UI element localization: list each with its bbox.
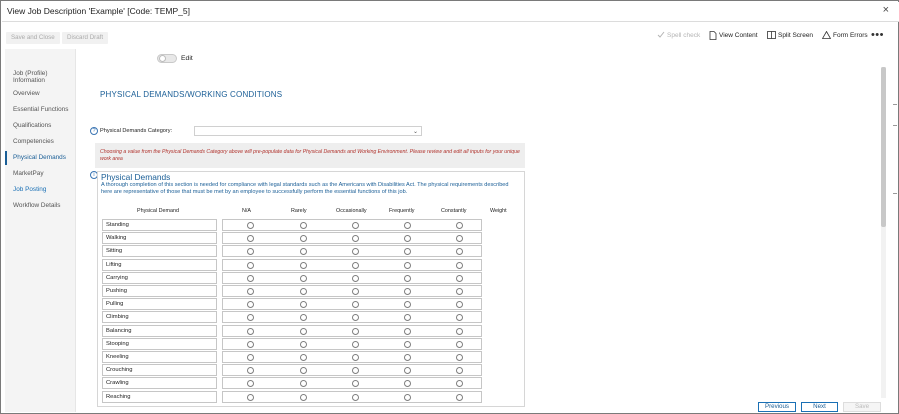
sidebar-item-essential-functions[interactable]: Essential Functions: [13, 106, 69, 113]
more-options-icon[interactable]: •••: [870, 29, 884, 41]
view-content-label: View Content: [719, 32, 758, 39]
form-errors-label: Form Errors: [833, 31, 868, 39]
frequency-radio-rarely[interactable]: [300, 354, 307, 361]
table-row: [102, 298, 482, 310]
title-bar: [2, 2, 899, 22]
split-screen-button[interactable]: [767, 31, 813, 39]
frequency-radio-occasionally[interactable]: [352, 288, 359, 295]
physical-demand-name: Standing: [102, 219, 217, 231]
frequency-radio-frequently[interactable]: [404, 367, 411, 374]
frequency-radio-frequently[interactable]: [404, 235, 411, 242]
frequency-radio-occasionally[interactable]: [352, 222, 359, 229]
frequency-radio-constantly[interactable]: [456, 328, 463, 335]
column-header-physical-demand: Physical Demand: [137, 208, 179, 214]
column-header-rarely: Rarely: [291, 208, 307, 214]
category-notice-text: Choosing a value from the Physical Demands Category above will pre-populate data for Physical Demands and Working Environment. Please review and edit all inputs for your unique work area: [100, 149, 520, 162]
column-header-occasionally: Occasionally: [336, 208, 367, 214]
frequency-radio-occasionally[interactable]: [352, 394, 359, 401]
frequency-options-cell: [222, 285, 482, 297]
table-row: [102, 285, 482, 297]
physical-demand-name: Pushing: [102, 285, 217, 297]
frequency-radio-rarely[interactable]: [300, 275, 307, 282]
table-row: [102, 325, 482, 337]
physical-demand-name: Kneeling: [102, 351, 217, 363]
frequency-options-cell: [222, 325, 482, 337]
frequency-radio-frequently[interactable]: [404, 275, 411, 282]
frequency-radio-constantly[interactable]: [456, 275, 463, 282]
physical-demand-name: Crawling: [102, 377, 217, 389]
edit-toggle[interactable]: [157, 54, 177, 63]
toolbar: [2, 29, 899, 47]
frequency-radio-rarely[interactable]: [300, 341, 307, 348]
table-row: [102, 391, 482, 403]
category-notice: [95, 143, 525, 168]
table-row: [102, 245, 482, 257]
spell-check-icon: [657, 31, 665, 39]
frequency-options-cell: [222, 232, 482, 244]
warning-triangle-icon: [822, 31, 831, 39]
table-row: [102, 351, 482, 363]
scrollbar[interactable]: [881, 67, 886, 398]
frequency-radio-occasionally[interactable]: [352, 380, 359, 387]
frequency-radio-na[interactable]: [247, 275, 254, 282]
document-icon: [709, 31, 717, 40]
frequency-radio-constantly[interactable]: [456, 354, 463, 361]
frequency-radio-na[interactable]: [247, 301, 254, 308]
save-button[interactable]: Save: [843, 402, 881, 412]
frequency-options-cell: [222, 219, 482, 231]
edge-marker: [893, 125, 897, 126]
table-row: [102, 377, 482, 389]
physical-demand-name: Carrying: [102, 272, 217, 284]
physical-demand-name: Climbing: [102, 311, 217, 323]
edit-toggle-label: Edit: [181, 55, 193, 62]
frequency-radio-frequently[interactable]: [404, 380, 411, 387]
frequency-radio-na[interactable]: [247, 380, 254, 387]
frequency-radio-na[interactable]: [247, 262, 254, 269]
frequency-radio-constantly[interactable]: [456, 394, 463, 401]
table-row: [102, 259, 482, 271]
frequency-radio-frequently[interactable]: [404, 328, 411, 335]
sidebar-item-qualifications[interactable]: Qualifications: [13, 122, 52, 129]
frequency-radio-occasionally[interactable]: [352, 262, 359, 269]
frequency-radio-frequently[interactable]: [404, 314, 411, 321]
frequency-radio-na[interactable]: [247, 341, 254, 348]
column-header-na: N/A: [242, 208, 251, 214]
table-row: [102, 272, 482, 284]
column-header-frequently: Frequently: [389, 208, 415, 214]
frequency-radio-rarely[interactable]: [300, 248, 307, 255]
table-row: [102, 219, 482, 231]
column-header-weight: Weight: [490, 208, 507, 214]
frequency-radio-frequently[interactable]: [404, 222, 411, 229]
frequency-radio-constantly[interactable]: [456, 262, 463, 269]
frequency-radio-occasionally[interactable]: [352, 354, 359, 361]
next-button[interactable]: Next: [801, 402, 838, 412]
save-and-close-button[interactable]: Save and Close: [6, 32, 60, 44]
frequency-radio-frequently[interactable]: [404, 301, 411, 308]
frequency-radio-occasionally[interactable]: [352, 301, 359, 308]
frequency-radio-frequently[interactable]: [404, 262, 411, 269]
spell-check-label: Spell check: [667, 31, 701, 39]
frequency-options-cell: [222, 351, 482, 363]
sidebar: [5, 49, 76, 412]
frequency-radio-constantly[interactable]: [456, 314, 463, 321]
table-row: [102, 232, 482, 244]
frequency-radio-constantly[interactable]: [456, 222, 463, 229]
physical-demand-name: Sitting: [102, 245, 217, 257]
physical-demands-category-label: Physical Demands Category:: [100, 128, 173, 134]
frequency-radio-rarely[interactable]: [300, 222, 307, 229]
split-screen-label: Split Screen: [778, 31, 814, 39]
frequency-radio-occasionally[interactable]: [352, 235, 359, 242]
sidebar-item-workflow-details[interactable]: Workflow Details: [13, 202, 61, 209]
frequency-radio-na[interactable]: [247, 248, 254, 255]
frequency-options-cell: [222, 272, 482, 284]
frequency-radio-frequently[interactable]: [404, 288, 411, 295]
frequency-radio-rarely[interactable]: [300, 328, 307, 335]
info-circle-icon[interactable]: i: [90, 171, 98, 179]
frequency-radio-na[interactable]: [247, 235, 254, 242]
physical-demand-name: Lifting: [102, 259, 217, 271]
physical-demand-name: Pulling: [102, 298, 217, 310]
sidebar-item-overview[interactable]: Overview: [13, 90, 40, 97]
frequency-radio-frequently[interactable]: [404, 248, 411, 255]
physical-demands-description: A thorough completion of this section is needed for compliance with legal standards such as the Americans with Disabilities Act. The physical requirements described here are representative of those that must be met by an employee to successfully perform the essential functions of this job.: [101, 182, 509, 195]
frequency-radio-constantly[interactable]: [456, 380, 463, 387]
frequency-radio-rarely[interactable]: [300, 235, 307, 242]
frequency-radio-rarely[interactable]: [300, 367, 307, 374]
frequency-radio-na[interactable]: [247, 288, 254, 295]
sidebar-item-job-information[interactable]: Job (Profile) Information: [13, 70, 48, 84]
frequency-radio-rarely[interactable]: [300, 301, 307, 308]
frequency-options-cell: [222, 364, 482, 376]
page-title: PHYSICAL DEMANDS/WORKING CONDITIONS: [100, 90, 283, 99]
frequency-radio-occasionally[interactable]: [352, 367, 359, 374]
frequency-radio-constantly[interactable]: [456, 367, 463, 374]
scrollbar-thumb[interactable]: [881, 67, 886, 227]
spell-check-button[interactable]: [657, 31, 700, 39]
frequency-radio-na[interactable]: [247, 328, 254, 335]
table-row: [102, 364, 482, 376]
form-errors-button[interactable]: [822, 31, 868, 39]
frequency-radio-occasionally[interactable]: [352, 328, 359, 335]
frequency-radio-rarely[interactable]: [300, 380, 307, 387]
frequency-radio-na[interactable]: [247, 222, 254, 229]
frequency-radio-occasionally[interactable]: [352, 314, 359, 321]
close-icon[interactable]: ×: [882, 4, 889, 16]
previous-button[interactable]: Previous: [758, 402, 796, 412]
physical-demands-title: Physical Demands: [101, 172, 171, 182]
frequency-radio-rarely[interactable]: [300, 288, 307, 295]
sidebar-item-marketpay[interactable]: MarketPay: [13, 170, 44, 177]
sidebar-item-competencies[interactable]: Competencies: [13, 138, 54, 145]
physical-demand-name: Stooping: [102, 338, 217, 350]
discard-draft-button[interactable]: Discard Draft: [62, 32, 108, 44]
physical-demands-category-select[interactable]: [194, 126, 422, 136]
frequency-radio-occasionally[interactable]: [352, 341, 359, 348]
frequency-radio-rarely[interactable]: [300, 394, 307, 401]
edit-toggle-knob: [159, 55, 166, 62]
physical-demand-name: Crouching: [102, 364, 217, 376]
sidebar-item-job-posting[interactable]: Job Posting: [13, 186, 47, 193]
frequency-options-cell: [222, 338, 482, 350]
physical-demand-name: Balancing: [102, 325, 217, 337]
frequency-options-cell: [222, 259, 482, 271]
view-content-button[interactable]: [709, 31, 758, 40]
physical-demands-section: [97, 171, 525, 407]
frequency-options-cell: [222, 391, 482, 403]
edge-marker: [893, 104, 897, 105]
frequency-options-cell: [222, 377, 482, 389]
frequency-radio-rarely[interactable]: [300, 262, 307, 269]
frequency-radio-occasionally[interactable]: [352, 275, 359, 282]
frequency-radio-constantly[interactable]: [456, 288, 463, 295]
frequency-options-cell: [222, 298, 482, 310]
edge-marker: [893, 193, 897, 194]
frequency-radio-constantly[interactable]: [456, 235, 463, 242]
frequency-radio-occasionally[interactable]: [352, 248, 359, 255]
frequency-radio-rarely[interactable]: [300, 314, 307, 321]
window-title: View Job Description 'Example' [Code: TEMP_5]: [7, 6, 190, 16]
frequency-radio-frequently[interactable]: [404, 394, 411, 401]
frequency-radio-na[interactable]: [247, 367, 254, 374]
physical-demand-name: Reaching: [102, 391, 217, 403]
chevron-down-icon: ⌄: [412, 129, 418, 135]
frequency-radio-constantly[interactable]: [456, 248, 463, 255]
sidebar-item-physical-demands[interactable]: Physical Demands: [5, 151, 76, 165]
frequency-radio-frequently[interactable]: [404, 354, 411, 361]
frequency-radio-na[interactable]: [247, 394, 254, 401]
split-screen-icon: [767, 31, 776, 39]
frequency-radio-constantly[interactable]: [456, 341, 463, 348]
table-row: [102, 338, 482, 350]
frequency-radio-frequently[interactable]: [404, 341, 411, 348]
physical-demand-name: Walking: [102, 232, 217, 244]
frequency-radio-na[interactable]: [247, 354, 254, 361]
question-circle-icon[interactable]: ?: [90, 127, 98, 135]
table-row: [102, 311, 482, 323]
frequency-options-cell: [222, 245, 482, 257]
column-header-constantly: Constantly: [441, 208, 467, 214]
frequency-radio-na[interactable]: [247, 314, 254, 321]
frequency-radio-constantly[interactable]: [456, 301, 463, 308]
frequency-options-cell: [222, 311, 482, 323]
